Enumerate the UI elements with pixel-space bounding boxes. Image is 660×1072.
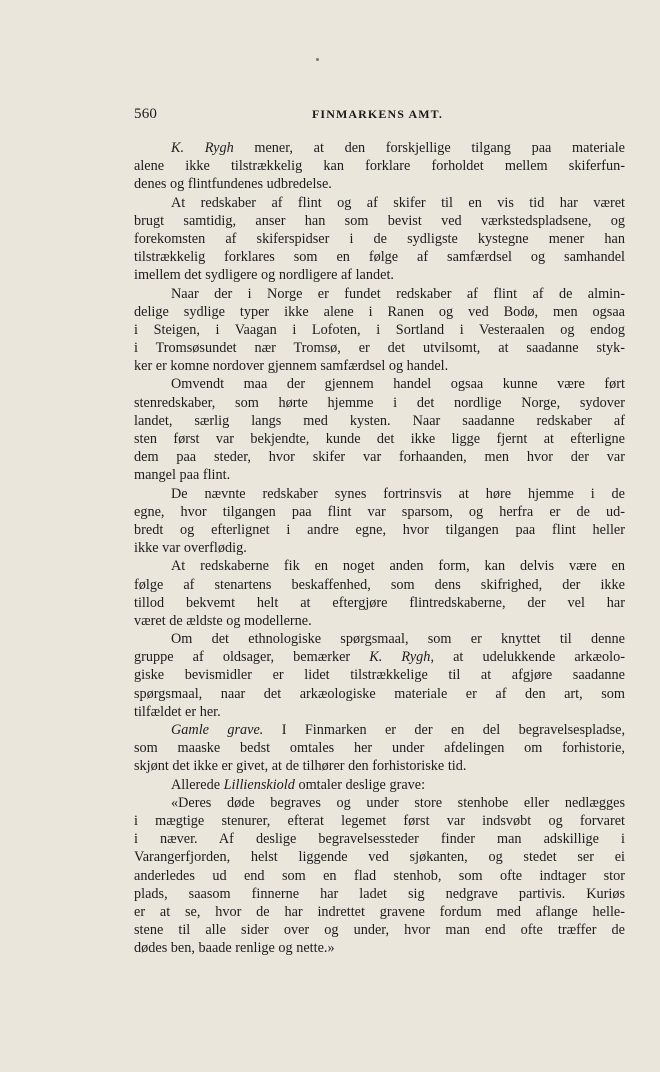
section-heading: Gamle grave.	[171, 722, 264, 738]
text-line: forekomsten af skiferspidser i de sydligste kystegne mener han	[134, 230, 625, 247]
quote-line: Varangerfjorden, helst liggende ved sjøkanten, og stedet ser ei	[134, 849, 625, 866]
text-line: At redskaberne fik en noget anden form, kan delvis være en	[171, 558, 625, 575]
text-line: i Steigen, i Vaagan i Lofoten, i Sortland i Vesteraalen og endog	[134, 321, 625, 338]
quote-line: plads, saasom finnerne har ladet sig nedgrave partivis. Kuriøs	[134, 885, 625, 902]
text-line: mangel paa flint.	[134, 467, 231, 484]
text-line: landet, særlig langs med kysten. Naar saadanne redskaber af	[134, 412, 625, 429]
text-line: egne, hvor tilgangen paa flint var sparsom, og herfra er de ud-	[134, 503, 625, 520]
text-line: Naar der i Norge er fundet redskaber af flint af de almin-	[171, 285, 625, 302]
text-line: alene ikke tilstrækkelig kan forklare forholdet mellem skiferfun-	[134, 158, 625, 175]
quote-line: «Deres døde begraves og under store stenhobe eller nedlægges	[171, 794, 625, 811]
text-line: gruppe af oldsager, bemærker K. Rygh, at udelukkende arkæolo-	[134, 649, 625, 666]
speck-mark	[316, 58, 319, 61]
quote-line: er at se, hvor de har indrettet gravene fordum med aflange helle-	[134, 903, 625, 920]
text-line: K. Rygh mener, at den forskjellige tilgang paa materiale	[171, 140, 625, 156]
text-line: imellem det sydligere og nordligere af landet.	[134, 267, 394, 284]
author-name: Lillienskiold	[223, 776, 295, 793]
text-line: følge af stenartens beskaffenhed, som dens skifrighed, der ikke	[134, 576, 625, 593]
chapter-title: FINMARKENS AMT.	[312, 107, 443, 121]
text-line: i Tromsøsundet nær Tromsø, er det utvilsomt, at saadanne styk-	[134, 340, 625, 357]
text-line: delige sydlige typer ikke alene i Ranen og ved Bodø, men ogsaa	[134, 303, 625, 320]
quote-line: i mægtige stenurer, efterat legemet først var indsvøbt og forvaret	[134, 812, 625, 829]
text-line: ikke var overflødig.	[134, 540, 247, 557]
text-line: spørgsmaal, naar det arkæologiske materiale er af den art, som	[134, 685, 625, 702]
text-line: Gamle grave. I Finmarken er der en del begravelsespladse,	[171, 722, 625, 738]
text-line: bredt og efterlignet i andre egne, hvor tilgangen paa flint heller	[134, 521, 625, 538]
text-line: giske bevismidler er lidet tilstrækkelige til at afgjøre saadanne	[134, 667, 625, 684]
text-line: brugt samtidig, anser han som bevist ved værkstedspladsene, og	[134, 212, 625, 229]
text-line: At redskaber af flint og af skifer til en vis tid har været	[171, 194, 625, 211]
body-text	[134, 139, 625, 957]
text-line: tilstrækkelig forklares som en følge af samfærdsel og samhandel	[134, 249, 625, 266]
text-line: ker er komne nordover gjennem samfærdsel og handel.	[134, 358, 449, 375]
text-line: tilfældet er her.	[134, 703, 221, 720]
text-line: været de ældste og modellerne.	[134, 612, 312, 629]
text-line: Om det ethnologiske spørgsmaal, som er knyttet til denne	[171, 631, 625, 648]
quote-line: stene til alle sider over og under, hvor man end ofte træffer de	[134, 922, 625, 939]
quote-line: dødes ben, baade renlige og nette.»	[134, 940, 335, 957]
author-name: K. Rygh	[369, 649, 431, 666]
author-name: K. Rygh	[171, 140, 234, 156]
text-line: denes og flintfundenes udbredelse.	[134, 176, 332, 193]
quote-line: anderledes ud end som en flad stenhob, som ofte indtager stor	[134, 867, 625, 884]
text-line: sten først var bekjendte, kunde det ikke ligge fjernt at efterligne	[134, 431, 625, 447]
text-line: Allerede Lillienskiold omtaler deslige grave:	[171, 776, 426, 793]
text-line: Omvendt maa der gjennem handel ogsaa kunne være ført	[171, 376, 625, 393]
text-line: De nævnte redskaber synes fortrinsvis at høre hjemme i de	[171, 485, 625, 502]
text-line: stenredskaber, som hørte hjemme i det nordlige Norge, sydover	[134, 394, 625, 411]
text-line: dem paa steder, hvor skifer var forhaanden, men hvor der var	[134, 449, 625, 466]
text-line: som maaske bedst omtales her under afdelingen om forhistorie,	[134, 740, 625, 757]
text-line: skjønt det ikke er givet, at de tilhører den forhistoriske tid.	[134, 758, 467, 775]
running-head	[134, 106, 625, 126]
text-line: tillod bekvemt helt at eftergjøre flintredskaberne, der vel har	[134, 594, 625, 611]
quote-line: i næver. Af deslige begravelsessteder finder man adskillige i	[134, 831, 625, 848]
page-number: 560	[134, 106, 158, 122]
